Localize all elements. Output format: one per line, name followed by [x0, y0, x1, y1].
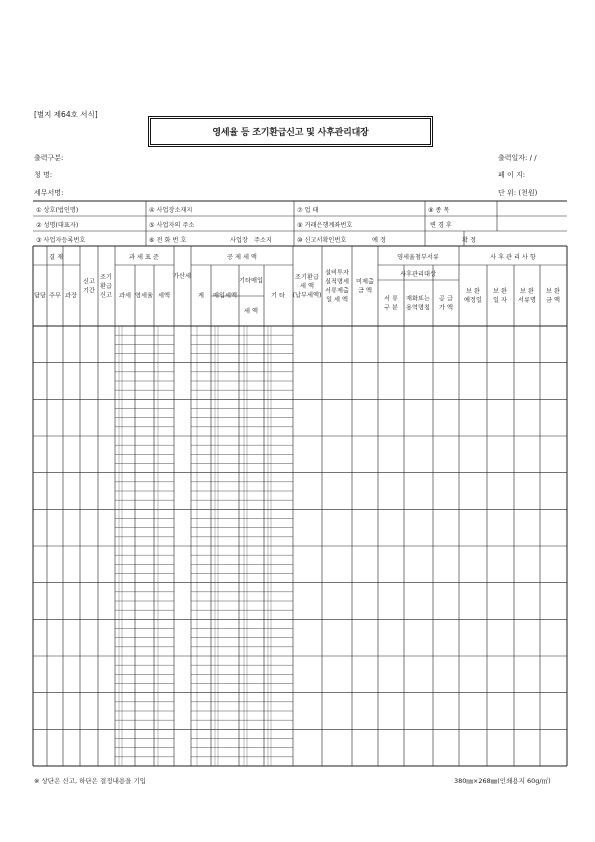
info-label: ⑦ 업 태 — [297, 207, 319, 214]
post-col: 보 완 — [546, 288, 560, 295]
approval-col: 주무 — [49, 292, 61, 300]
deduction-col: 세 액 — [244, 308, 258, 315]
info-label: ① 상호(법인명) — [36, 207, 79, 214]
info-label: 변 경 후 — [430, 222, 452, 229]
facility-header: 설비투자 — [325, 269, 349, 277]
deduction-col: 기타매입 — [239, 277, 263, 285]
tax-base-col: 영세율 — [135, 292, 153, 300]
refund-header: 조기환급 — [295, 274, 319, 281]
info-label: 확 정 — [462, 237, 476, 244]
tax-base-header: 과 세 표 준 — [129, 254, 159, 261]
output-type-label: 출력구분: — [34, 154, 64, 162]
info-label: ④ 사업장소재지 — [149, 207, 193, 214]
paper-spec: 380㎜×268㎜(인쇄용지 60g/㎡) — [454, 777, 551, 785]
docs-col: 용역명칭 — [406, 304, 430, 312]
tax-base-col: 과세 — [119, 292, 131, 300]
approval-header: 결 재 — [49, 254, 63, 261]
approval-col: 과장 — [65, 292, 77, 300]
surcharge-header: 가산세 — [173, 273, 191, 280]
deduction-col: 매입세액 — [213, 292, 237, 300]
footer-note: ※ 상단은 신고, 하단은 결정내용을 기입 — [34, 777, 147, 785]
post-col: 보 완 — [466, 288, 480, 295]
post-col: 일 자 — [493, 297, 507, 304]
unsubmitted-header: 미제출 — [356, 278, 374, 286]
early-refund-header: 환급 — [100, 283, 112, 290]
info-label: ⑤ 사업자의 주소 — [149, 222, 195, 229]
period-header: 신고 — [83, 278, 95, 286]
post-header: 사 후 관 리 사 항 — [490, 254, 536, 261]
unit-label: 단 위: (천원) — [498, 189, 538, 197]
facility-header: 실적명세 — [325, 278, 349, 286]
info-label: 예 정 — [372, 237, 386, 244]
docs-col: 구 분 — [384, 304, 398, 312]
post-col: 보 완 — [520, 288, 534, 295]
docs-header: 영세율첨부서류 — [397, 254, 439, 261]
info-label: 주소지 — [254, 237, 272, 244]
info-label: ⑨ 거래은행계좌번호 — [297, 222, 353, 229]
info-label: ⑧ 종 목 — [428, 207, 450, 214]
approval-col: 담당 — [34, 292, 46, 300]
tax-office-label: 세무서명: — [34, 189, 64, 197]
info-label: 사업장 — [230, 237, 248, 244]
page-label: 페 이 지: — [498, 171, 526, 179]
form-number: [별지 제64호 서식] — [34, 110, 98, 119]
docs-col: 가 액 — [439, 304, 453, 312]
output-date-label: 출력일자: / / — [498, 154, 537, 162]
docs-col: 공 급 — [439, 295, 453, 303]
info-label: ⑥ 전 화 번 호 — [149, 237, 187, 244]
post-col: 보 완 — [493, 288, 507, 295]
deduction-col: 계 — [198, 292, 204, 300]
post-mgmt-header: 사후관리대상 — [400, 271, 436, 278]
document-title: 영세율 등 조기환급신고 및 사후관리대장 — [150, 118, 431, 145]
refund-header: 세 액 — [300, 283, 314, 290]
info-label: ⑩ 신고서확인번호 — [297, 237, 347, 244]
period-header: 기간 — [83, 287, 95, 295]
unsubmitted-header: 금 액 — [358, 287, 372, 295]
post-col: 예정일 — [464, 297, 482, 304]
post-col: 서류명 — [518, 297, 536, 304]
early-refund-header: 조기 — [100, 274, 112, 281]
deduction-header: 공 제 세 액 — [227, 254, 257, 261]
facility-header: 서류제출 — [325, 287, 349, 295]
post-col: 금 액 — [546, 297, 560, 304]
tax-base-col: 세액 — [158, 292, 170, 300]
docs-col: 재화또는 — [406, 295, 430, 303]
deduction-col: 기 타 — [271, 292, 285, 300]
docs-col: 서 류 — [384, 295, 398, 303]
early-refund-header: 신고 — [100, 292, 112, 299]
refund-header: (납부세액) — [292, 292, 322, 299]
facility-header: 일 세 액 — [326, 296, 348, 304]
office-label: 청 명: — [34, 171, 53, 179]
info-label: ③ 사업자등록번호 — [36, 237, 86, 244]
info-label: ② 성명(대표자) — [36, 222, 79, 229]
